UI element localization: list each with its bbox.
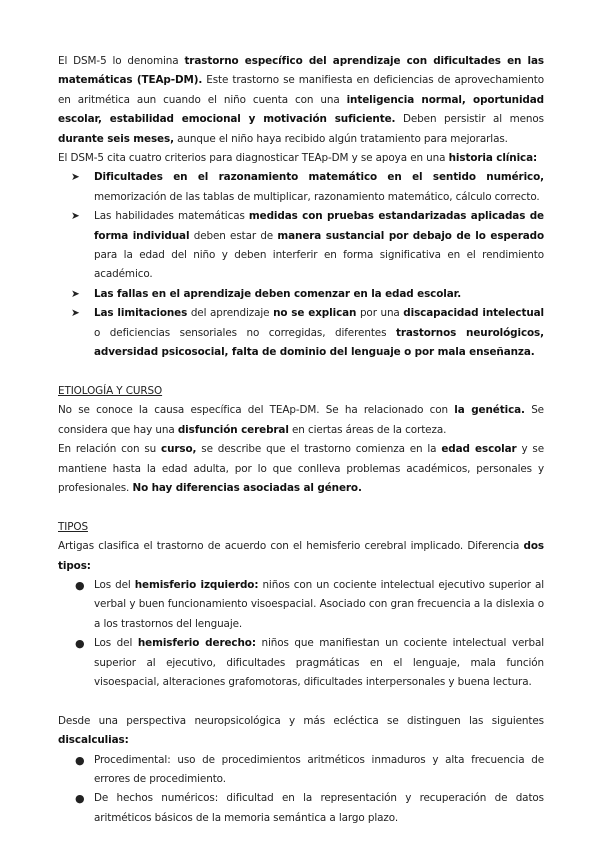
- list-item: ➤ Las habilidades matemáticas medidas con pruebas estandarizadas aplicadas de forma individual deben estar de manera sustancial por debajo de lo esperado para la edad del niño y deben interferir en forma significativa en el rendimiento académico.: [58, 207, 544, 285]
- dyscalculia-intro: Desde una perspectiva neuropsicológica y más ecléctica se distinguen las siguientes discalculias:: [58, 714, 544, 747]
- arrow-bullet-icon: ➤: [71, 171, 80, 184]
- dyscalculia-list: [58, 751, 544, 829]
- criteria-list: [58, 168, 544, 362]
- bullet-icon: ●: [75, 753, 85, 767]
- list-item: ● Procedimental: uso de procedimientos aritméticos inmaduros y alta frecuencia de errores de procedimiento.: [58, 751, 544, 790]
- arrow-bullet-icon: ➤: [71, 287, 80, 300]
- list-item: ➤ Dificultades en el razonamiento matemático en el sentido numérico, memorización de las tablas de multiplicar, razonamiento matemático, cálculo correcto.: [58, 168, 544, 207]
- arrow-bullet-icon: ➤: [71, 210, 80, 223]
- list-item: ➤ Las limitaciones del aprendizaje no se explican por una discapacidad intelectual o deficiencias sensoriales no corregidas, diferentes trastornos neurológicos, adversidad psicosocial, falta de dominio del lenguaje o por mala enseñanza.: [58, 304, 544, 362]
- bullet-icon: ●: [75, 637, 85, 651]
- types-heading: TIPOS: [58, 520, 88, 533]
- types-intro: Artigas clasifica el trastorno de acuerdo con el hemisferio cerebral implicado. Diferencia dos tipos:: [58, 540, 544, 572]
- bullet-icon: ●: [75, 792, 85, 806]
- criteria-intro: El DSM-5 cita cuatro criterios para diagnosticar TEAp-DM y se apoya en una historia clínica:: [58, 152, 538, 165]
- list-item: ● De hechos numéricos: dificultad en la representación y recuperación de datos aritméticos básicos de la memoria semántica a largo plazo.: [58, 789, 544, 828]
- arrow-bullet-icon: ➤: [71, 307, 80, 320]
- etiology-heading: ETIOLOGÍA Y CURSO: [58, 384, 163, 397]
- types-list: [58, 576, 544, 692]
- intro-paragraph: El DSM-5 lo denomina trastorno específico del aprendizaje con dificultades en las matemáticas (TEAp-DM). Este trastorno se manifiesta en deficiencias de aprovechamiento en aritmética aun cuando el niño cuenta con una inteligencia normal, oportunidad escolar, estabilidad emocional y motivación suficiente. Deben persistir al menos durante seis meses, aunque el niño haya recibido algún tratamiento para mejorarlas.: [58, 55, 545, 145]
- document-page: [58, 52, 544, 828]
- course-paragraph: En relación con su curso, se describe que el trastorno comienza en la edad escolar y se mantiene hasta la edad adulta, por lo que conlleva problemas académicos, personales y profesionales. No hay diferencias asociadas al género.: [58, 443, 544, 494]
- list-item: ● Los del hemisferio derecho: niños que manifiestan un cociente intelectual verbal superior al ejecutivo, dificultades pragmáticas en el lenguaje, mala función visoespacial, alteraciones grafomotoras, dificultades interpersonales y buena lectura.: [58, 634, 544, 692]
- list-item: ➤ Las fallas en el aprendizaje deben comenzar en la edad escolar.: [58, 285, 544, 304]
- list-item: ● Los del hemisferio izquierdo: niños con un cociente intelectual ejecutivo superior al verbal y buen funcionamiento visoespacial. Asociado con gran frecuencia a la dislexia o a los trastornos del lenguaje.: [58, 576, 544, 634]
- spacer: [58, 692, 544, 711]
- bullet-icon: ●: [75, 578, 85, 592]
- etiology-paragraph: No se conoce la causa específica del TEAp-DM. Se ha relacionado con la genética. Se considera que hay una disfunción cerebral en ciertas áreas de la corteza.: [58, 404, 544, 436]
